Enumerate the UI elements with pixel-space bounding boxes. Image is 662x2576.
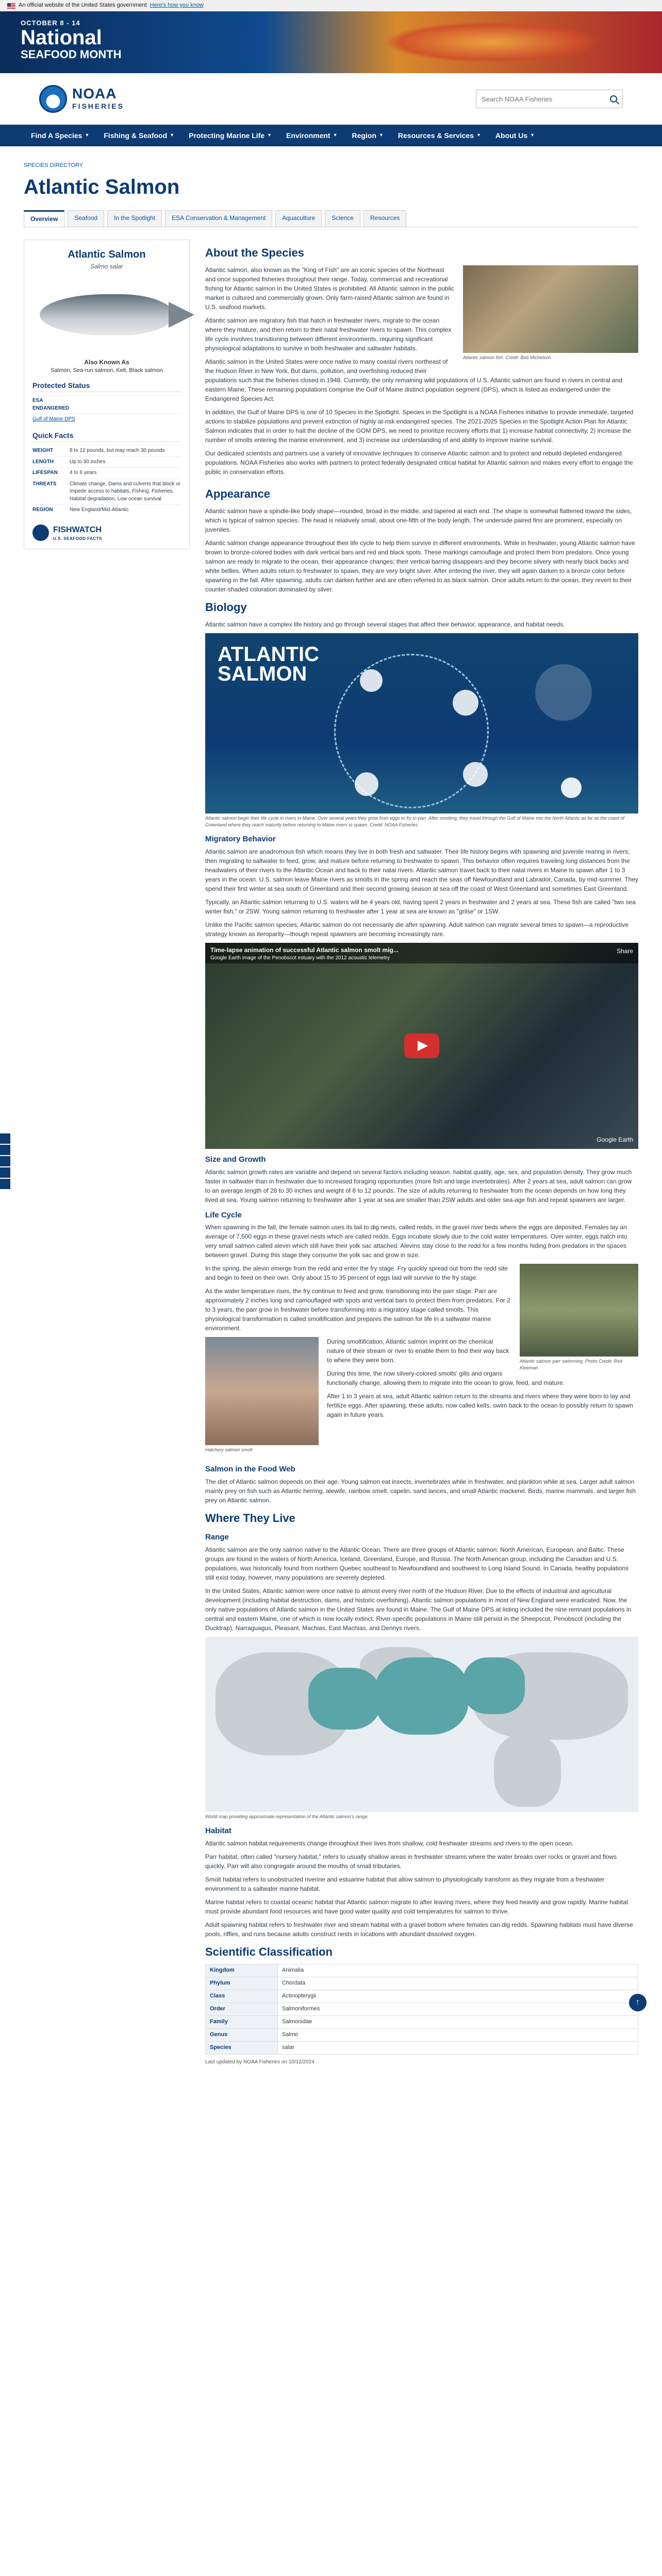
status-label: ESA ENDANGERED xyxy=(32,398,70,411)
food-web-heading: Salmon in the Food Web xyxy=(205,1465,295,1474)
video-title-bar xyxy=(205,943,638,963)
tab-seafood[interactable]: Seafood xyxy=(68,210,104,227)
table-row: Genus Salmo xyxy=(206,2029,638,2042)
smolt-stage-bubble xyxy=(355,772,378,796)
habitat-p5: Adult spawning habitat refers to freshwater river and stream habitat with a gravel bottom where females can dig redds. Spawning habitats must have diverse pools, riffles, and runs because adults construct nests in locations with abundant dissolved oxygen. xyxy=(205,1921,633,1938)
ocean-map-graphic xyxy=(535,664,592,721)
about-heading: About the Species xyxy=(205,246,304,260)
twitter-icon[interactable] xyxy=(0,1145,10,1155)
life-cycle-p4: During smoltification, Atlantic salmon imprint on the chemical nature of their stream or river to enable them to find their way back to where they were born. xyxy=(327,1338,509,1364)
growth-p: Atlantic salmon growth rates are variable and depend on several factors including season, habitat quality, age, sex, and population density. They grow much faster in saltwater than in freshwater due to increased foraging opportunities (more fish and large invertebrates). After 2 years at sea, adult salmon can grow to an average length of 28 to 30 inches and weight of 8 to 12 pounds. The size of adults returning to freshwater from the ocean depends on how long they lived at sea. Young salmon returning to freshwater after 1 year at sea are smaller than 2SW adults and older sea-age fish and repeat spawners are larger. xyxy=(205,1168,632,1204)
us-flag-icon xyxy=(7,3,15,9)
fact-value: 8 to 12 pounds, but may reach 30 pounds xyxy=(70,448,165,454)
smolt-photo xyxy=(205,1337,319,1445)
breadcrumb[interactable]: SPECIES DIRECTORY xyxy=(24,162,84,168)
migratory-p1: Atlantic salmon are anadromous fish which means they live in both fresh and saltwater. Their life history begins with spawning and juvenile rearing in rivers; then migrating to saltwater to feed, grow, and mature before returning to freshwater to spawn. This behavior often requires traveling long distances from the headwaters of their rivers to the Atlantic Ocean and back to their natal rivers. Atlantic salmon travel back to their natal rivers in Maine to spawn after 1 to 3 years in the ocean. U.S. salmon leave Maine rivers as smolts in the spring and reach the seas off Newfoundland and Labrador, Canada, by mid-summer. They spend their first winter at sea south of Greenland and their second growing season at sea off the coast of West Greenland and sometimes East Greenland. xyxy=(205,848,639,892)
nav-protecting-marine-life[interactable]: Protecting Marine Life ▼ xyxy=(189,131,272,140)
species-illustration xyxy=(32,279,181,351)
life-cycle-p1: When spawning in the fall, the female salmon uses its tail to dig nests, called redds, in the gravel river beds where the eggs are deposited. Females lay an average of 7,500 eggs in these gravel nests which are called redds. Eggs incubate slowly due to the cold water temperatures. Over winter, eggs hatch into very small salmon called alevin which still have their yolk sac attached. Alevins stay close to the redd for a few months hiding from predators in the spaces between gravel. During this stage they consume the yolk sac and grow in size. xyxy=(205,1224,627,1259)
tab-esa-conservation[interactable]: ESA Conservation & Management xyxy=(165,210,272,227)
about-p2: Atlantic salmon are migratory fish that hatch in freshwater rivers, migrate to the ocean where they mature, and then return to their natal freshwater rivers to spawn. This complex life cycle involves transitioning between different environments, requiring significant physiological adaptations to survive in both freshwater and saltwater habitats. xyxy=(205,317,452,352)
infographic-title-1: ATLANTIC xyxy=(218,643,319,666)
about-p4: In addition, the Gulf of Maine DPS is one of 10 Species in the Spotlight. Species in the Spotlight is a NOAA Fisheries initiative to provide immediate, targeted actions to stabilize populations and prevent extinction of highly at-risk endangered species. The 2021-2025 Species in the Spotlight Action Plan for Atlantic Salmon indicates that in order to halt the decline of the GOM DPS, we need to prioritize recovery efforts that 1) increase habitat connectivity, 2) increase the number of smolts entering the marine environment, and 3) increase our understanding of and ability to improve marine survival. xyxy=(205,409,634,444)
range-p1: Atlantic salmon are the only salmon native to the Atlantic Ocean. There are three groups of Atlantic salmon: North American, European, and Baltic. These groups are found in the waters of North America, Iceland, Greenland, Europe, and Russia. The North American group, including the Canadian and U.S. populations, was historically found from northern Quebec southeast to Newfoundland and southwest to Long Island Sound. In Canada, healthy populations still exist today, however, many populations are severely depleted. xyxy=(205,1546,629,1581)
about-p1: Atlantic salmon, also known as the "King of Fish" are an iconic species of the Northeast and once supported fisheries throughout their range. Today, commercial and recreational fishing for Atlantic salmon in the United States is prohibited. All Atlantic salmon in the public market is cultured and commercially grown. Only farm-raised Atlantic salmon are found in U.S. seafood markets. xyxy=(205,266,454,311)
nav-about-us[interactable]: About Us ▼ xyxy=(495,131,535,140)
life-cycle-heading: Life Cycle xyxy=(205,1210,242,1219)
appearance-p2: Atlantic salmon change appearance throughout their life cycle to help them survive in different environments. While in freshwater, young Atlantic salmon have brown to bronze-colored bodies with dark vertical bars and red and black spots. These markings camouflage and protect them from predators. Once young salmon are ready to migrate to the ocean, their appearance changes; their vertical barring disappears and they become silvery with nearly black backs and white bellies. When adults return to freshwater to spawn, they are very bright silver. After entering the river, they will again darken to a bronze color before spawning in the fall. After spawning, adults can darken further and are often referred to as black salmon. Once adults return to the ocean, they revert to their counter-shaded coloration dominated by silver. xyxy=(205,539,635,594)
range-heading: Range xyxy=(205,1533,229,1542)
table-row: Species salar xyxy=(206,2042,638,2055)
fry-stage-bubble xyxy=(453,690,478,716)
fact-value: Up to 30 inches xyxy=(70,459,106,465)
social-share-bar xyxy=(0,1133,10,1189)
video-share-button[interactable]: Share xyxy=(616,947,633,955)
food-web-p: The diet of Atlantic salmon depends on their age. Young salmon eat insects, invertebrates while in freshwater, and plankton while at sea. Larger adult salmon mainly prey on fish such as Atlantic herring, alewife, rainbow smelt, capelin, sand lances, and small Atlantic mackerel. Birds, marine mammals, and larger fish prey on Atlantic salmon. xyxy=(205,1478,636,1504)
table-row: Phylum Chordata xyxy=(206,1977,638,1990)
table-row: Family Salmonidae xyxy=(206,2016,638,2029)
range-north-atlantic xyxy=(375,1657,468,1735)
fishwatch-sub: U.S. SEAFOOD FACTS xyxy=(53,536,102,541)
fishwatch-link[interactable] xyxy=(32,524,181,542)
egg-stage-bubble xyxy=(360,669,383,692)
life-cycle-p6: After 1 to 3 years at sea, adult Atlantic salmon return to the streams and rivers where they were born to lay and fertilize eggs. After spawning, these adults, now called kelts, swim back to the ocean to possibly return to spawn again in future years. xyxy=(327,1393,633,1419)
fact-value: New England/Mid-Atlantic xyxy=(70,507,129,513)
search-box xyxy=(476,90,623,108)
parr-photo-figure xyxy=(520,1264,638,1371)
chevron-down-icon: ▼ xyxy=(85,132,90,138)
aka-value: Salmon, Sea-run salmon, Kelt, Black salmon xyxy=(51,367,163,374)
species-tabs xyxy=(24,210,638,227)
life-cycle-p5: During this time, the now silvery-colored smolts' gills and organs functionally change, allowing them to migrate into the ocean to grow, feed, and mature. xyxy=(327,1370,565,1387)
habitat-p1: Atlantic salmon habitat requirements change throughout their lives from shallow, cold freshwater streams and rivers to the open ocean. xyxy=(205,1839,574,1847)
biology-heading: Biology xyxy=(205,601,247,614)
about-image xyxy=(463,265,638,361)
page-title: Atlantic Salmon xyxy=(24,175,180,198)
life-cycle-infographic[interactable] xyxy=(205,633,638,814)
habitat-p3: Smolt habitat refers to unobstructed riverine and estuarine habitat that allow salmon to physiologically transform as they migrate from a freshwater environment to a saltwater marine habitat. xyxy=(205,1875,605,1892)
noaa-emblem-icon xyxy=(39,85,67,113)
about-image-caption: Atlantic salmon fish. Credit: Bob Michelson xyxy=(463,355,551,361)
search-input[interactable] xyxy=(482,95,606,103)
nav-find-species[interactable]: Find A Species ▼ xyxy=(31,131,90,140)
about-p3: Atlantic salmon in the United States were once native to many coastal rivers northeast of the Hudson River in New York. But dams, pollution, and overfishing reduced their populations such that the fisheries closed in 1948. Currently, the only remaining wild populations of U.S. Atlantic salmon are found in rivers in central and eastern Maine. These remaining populations comprise the Gulf of Maine distinct population segment (DPS), which is listed as endangered under the Endangered Species Act. xyxy=(205,358,622,403)
about-p5: Our dedicated scientists and partners use a variety of innovative techniques to conserve Atlantic salmon and to protect and rebuild depleted endangered populations. NOAA Fisheries also works with partners to protect federally designated critical habitat for Atlantic salmon and makes every effort to engage the public in conservation efforts. xyxy=(205,450,633,476)
table-row: Kingdom Animalia xyxy=(206,1964,638,1977)
logo-top: NOAA xyxy=(72,85,117,101)
parr-photo xyxy=(520,1264,638,1357)
tab-spotlight[interactable]: In the Spotlight xyxy=(107,210,162,227)
fact-key: LENGTH xyxy=(32,459,54,465)
chevron-down-icon: ▼ xyxy=(378,132,384,138)
promo-line1: National xyxy=(21,26,102,49)
appearance-heading: Appearance xyxy=(205,487,270,501)
linkedin-icon[interactable] xyxy=(0,1156,10,1166)
fact-key: THREATS xyxy=(32,481,57,487)
site-header xyxy=(0,73,662,125)
sidebar-scientific-name: Salmo salar xyxy=(90,263,123,270)
life-cycle-p2: In the spring, the alevin emerge from the redd and enter the fry stage. Fry quickly spread out from the redd site and begin to feed on their own. Only about 15 to 35 percent of eggs laid will survive to the fry stage. xyxy=(205,1265,508,1282)
biology-p1: Atlantic salmon have a complex life history and go through several stages that affect their behavior, appearance, and habitat needs. xyxy=(205,621,565,628)
parr-stage-bubble xyxy=(463,762,488,787)
range-europe xyxy=(463,1657,525,1714)
logo-bottom: FISHERIES xyxy=(72,101,124,110)
noaa-logo[interactable] xyxy=(39,85,124,113)
main-content xyxy=(205,240,638,2066)
fact-value: Climate change, Dams and culverts that block or impede access to habitats, Fishing, Fisheries, Habitat degradation, Low ocean survival xyxy=(70,481,181,502)
range-p2: In the United States, Atlantic salmon were once native to almost every river north of the Hudson River. Due to the effects of industrial and agricultural development (including habitat destruction, dams, and historic overfishing), Atlantic salmon populations in most of New England were eradicated. Now, the only native populations of Atlantic salmon in the United States are found in Maine. The Gulf of Maine DPS at listing included the nine remnant populations in central and eastern Maine, one of which is now locally extinct. River-specific populations in Maine still persist in the Sheepscot, Penobscot (including the Ducktrap), Narraguagus, Pleasant, Machias, East Machias, and Dennys rivers. xyxy=(205,1587,632,1632)
facebook-icon[interactable] xyxy=(0,1133,10,1144)
smolt-photo-caption: Hatchery salmon smolt xyxy=(205,1447,253,1453)
salmon-photo xyxy=(463,265,638,353)
migratory-heading: Migratory Behavior xyxy=(205,835,276,844)
aka-heading: Also Known As xyxy=(84,358,129,366)
salmon-illustration xyxy=(40,294,174,335)
habitat-p4: Marine habitat refers to coastal oceanic habitat that Atlantic salmon migrate to after leaving rivers, where they feed heavily and grow rapidly. Marine habitat must provide abundant food resources and have good water quality and cold temperatures for salmon to thrive. xyxy=(205,1898,628,1915)
infographic-title-2: SALMON xyxy=(218,663,307,685)
seafood-month-banner[interactable] xyxy=(0,11,662,73)
gov-banner-link[interactable]: Here's how you know xyxy=(150,2,204,9)
life-cycle-p3: As the water temperature rises, the fry continue to feed and grow, transitioning into the parr stage. Parr are approximately 2 inches long and camouflaged with spots and vertical bars to protect them from predators. For 2 to 3 years, the parr grow in freshwater before transforming into a migratory stage called smolts. This physiological transformation is called smoltification and prepares the salmon for life in a saltwater marine environment. xyxy=(205,1287,510,1332)
main-nav xyxy=(0,125,662,146)
chevron-down-icon: ▼ xyxy=(333,132,338,138)
map-caption: World map providing approximate representation of the Atlantic salmon's range. xyxy=(205,1814,369,1819)
nav-resources-services[interactable]: Resources & Services ▼ xyxy=(398,131,481,140)
fishwatch-logo-icon xyxy=(32,524,49,541)
video-brand: Google Earth xyxy=(597,1136,633,1144)
tab-resources[interactable]: Resources xyxy=(363,210,406,227)
promo-fish-image xyxy=(384,22,600,63)
chevron-down-icon: ▼ xyxy=(530,132,535,138)
quick-facts-heading: Quick Facts xyxy=(32,430,181,442)
chevron-down-icon: ▼ xyxy=(267,132,272,138)
tab-science[interactable]: Science xyxy=(325,210,360,227)
gov-banner-text: An official website of the United States government xyxy=(19,2,147,9)
nav-region[interactable]: Region ▼ xyxy=(352,131,384,140)
promo-line2: SEAFOOD MONTH xyxy=(21,47,122,61)
fact-key: WEIGHT xyxy=(32,448,53,454)
last-updated: Last updated by NOAA Fisheries on 10/12/2024 xyxy=(205,2059,315,2065)
search-icon[interactable] xyxy=(610,95,617,103)
tab-aquaculture[interactable]: Aquaculture xyxy=(275,210,322,227)
promo-date: OCTOBER 8 - 14 xyxy=(21,19,80,27)
gov-banner xyxy=(0,0,662,11)
quick-facts-table xyxy=(32,445,181,516)
chevron-down-icon: ▼ xyxy=(170,132,175,138)
table-row: Order Salmoniformes xyxy=(206,2003,638,2016)
range-map xyxy=(205,1637,638,1812)
migratory-p2: Typically, an Atlantic salmon returning to U.S. waters will be 4 years old, having spent 2 years in freshwater and 2 years at sea. These fish are called "two sea winter fish," or 2SW. Young salmon returning to freshwater after 1 year at sea are known as "grilse" or 1SW. xyxy=(205,898,636,915)
protected-status-heading: Protected Status xyxy=(32,380,181,392)
species-sidebar xyxy=(24,240,190,549)
africa-landmass xyxy=(494,1735,561,1807)
table-row: Class Actinopterygii xyxy=(206,1990,638,2003)
where-heading: Where They Live xyxy=(205,1512,295,1525)
video-title[interactable]: Time-lapse animation of successful Atlantic salmon smolt mig... xyxy=(210,946,399,954)
print-icon[interactable] xyxy=(0,1179,10,1189)
fact-key: LIFESPAN xyxy=(32,470,58,476)
habitat-heading: Habitat xyxy=(205,1826,231,1835)
classification-table xyxy=(205,1964,638,2055)
smolt-migration-video[interactable] xyxy=(205,943,638,1149)
video-subtitle: Google Earth image of the Penobscot estuary with the 2012 acoustic telemetry xyxy=(210,955,390,961)
nav-fishing-seafood[interactable]: Fishing & Seafood ▼ xyxy=(104,131,175,140)
growth-heading: Size and Growth xyxy=(205,1155,266,1164)
fact-value: 4 to 6 years xyxy=(70,470,97,476)
sidebar-species-name: Atlantic Salmon xyxy=(68,249,146,261)
classification-heading: Scientific Classification xyxy=(205,1945,333,1958)
appearance-p1: Atlantic salmon have a spindle-like body shape—rounded, broad in the middle, and tapered at each end. The shape is somewhat flattened toward the sides, which is typical of salmon species. The head is relatively small, about one-fifth of the body length. The underside paired fins are prominent, especially on juveniles. xyxy=(205,507,632,534)
smolt-photo-figure xyxy=(205,1337,319,1453)
chevron-down-icon: ▼ xyxy=(476,132,481,138)
migratory-p3: Unlike the Pacific salmon species, Atlantic salmon do not necessarily die after spawning. Adult salmon can migrate several times to spawn—a reproductive strategy known as iteroparity—though repeat spawners are becoming increasingly rare. xyxy=(205,921,629,938)
infographic-caption: Atlantic salmon begin their life cycle in rivers in Maine. Over several years they grow from eggs to fry to parr. After smolting, they travel through the Gulf of Maine into the North Atlantic as far as the coast of Greenland where they reach maturity before returning to Maine rivers to spawn. Credit: NOAA Fisheries xyxy=(205,816,624,828)
email-icon[interactable] xyxy=(0,1167,10,1178)
habitat-p2: Parr habitat, often called "nursery habitat," refers to usually shallow areas in freshwater streams where the water breaks over rocks or gravel and flows quickly. Parr will also congregate around the mouths of small tributaries. xyxy=(205,1853,617,1870)
status-dps-link[interactable]: Gulf of Maine DPS xyxy=(32,416,75,422)
parr-photo-caption: Atlantic salmon parr swimming. Photo Credit: Rick Kleeman xyxy=(520,1359,623,1371)
noaa-logo-icon xyxy=(561,777,582,798)
back-to-top-button[interactable]: ↑ xyxy=(629,1994,647,2011)
range-northwest-atlantic xyxy=(308,1668,380,1730)
nav-environment[interactable]: Environment ▼ xyxy=(286,131,338,140)
tab-overview[interactable]: Overview xyxy=(24,210,64,227)
fact-key: REGION xyxy=(32,507,53,513)
play-button[interactable] xyxy=(404,1033,439,1058)
fishwatch-title: FISHWATCH xyxy=(53,525,102,534)
